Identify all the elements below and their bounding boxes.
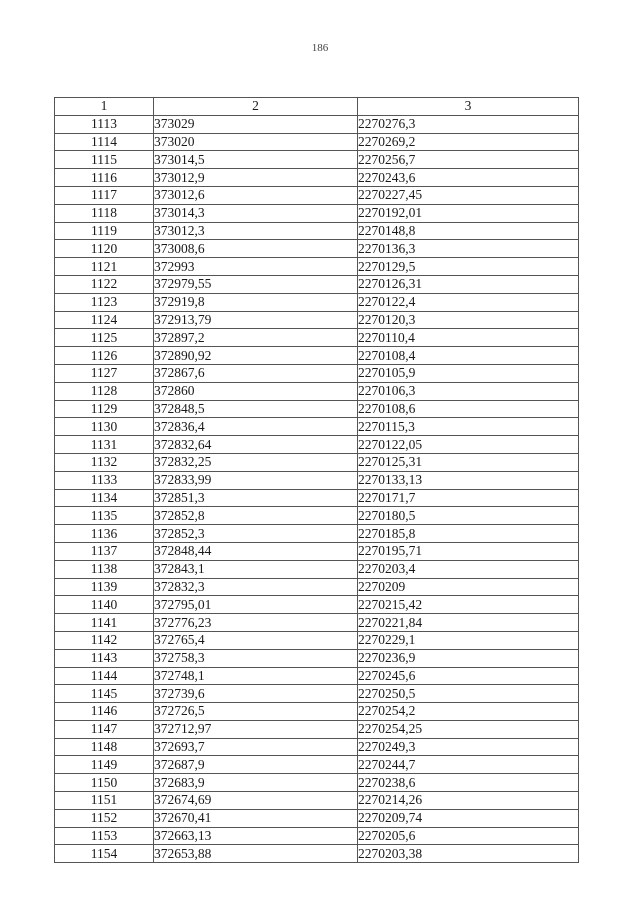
x-coordinate-cell: 372726,5 <box>154 703 358 721</box>
point-number-cell: 1152 <box>55 809 154 827</box>
point-number-cell: 1126 <box>55 347 154 365</box>
y-coordinate-cell: 2270229,1 <box>358 631 579 649</box>
point-number-cell: 1147 <box>55 720 154 738</box>
table-row <box>55 222 579 240</box>
y-coordinate-cell: 2270205,6 <box>358 827 579 845</box>
table-row <box>55 258 579 276</box>
table-header-row <box>55 98 579 116</box>
table-row <box>55 631 579 649</box>
table-row <box>55 347 579 365</box>
x-coordinate-cell: 373014,5 <box>154 151 358 169</box>
table-row <box>55 311 579 329</box>
x-coordinate-cell: 373012,3 <box>154 222 358 240</box>
point-number-cell: 1131 <box>55 436 154 454</box>
point-number-cell: 1117 <box>55 186 154 204</box>
table-row <box>55 204 579 222</box>
point-number-cell: 1145 <box>55 685 154 703</box>
point-number-cell: 1154 <box>55 845 154 863</box>
y-coordinate-cell: 2270125,31 <box>358 453 579 471</box>
y-coordinate-cell: 2270244,7 <box>358 756 579 774</box>
table-row <box>55 809 579 827</box>
point-number-cell: 1130 <box>55 418 154 436</box>
x-coordinate-cell: 372758,3 <box>154 649 358 667</box>
y-coordinate-cell: 2270254,2 <box>358 703 579 721</box>
point-number-cell: 1141 <box>55 614 154 632</box>
x-coordinate-cell: 372852,3 <box>154 525 358 543</box>
x-coordinate-cell: 373012,9 <box>154 169 358 187</box>
y-coordinate-cell: 2270221,84 <box>358 614 579 632</box>
x-coordinate-cell: 372919,8 <box>154 293 358 311</box>
point-number-cell: 1144 <box>55 667 154 685</box>
y-coordinate-cell: 2270236,9 <box>358 649 579 667</box>
point-number-cell: 1118 <box>55 204 154 222</box>
header-col-2: 2 <box>154 98 358 116</box>
page-number: 186 <box>311 42 329 54</box>
point-number-cell: 1151 <box>55 792 154 810</box>
table-row <box>55 827 579 845</box>
x-coordinate-cell: 372890,92 <box>154 347 358 365</box>
point-number-cell: 1119 <box>55 222 154 240</box>
x-coordinate-cell: 372670,41 <box>154 809 358 827</box>
point-number-cell: 1140 <box>55 596 154 614</box>
table-row <box>55 703 579 721</box>
x-coordinate-cell: 372712,97 <box>154 720 358 738</box>
x-coordinate-cell: 373008,6 <box>154 240 358 258</box>
y-coordinate-cell: 2270227,45 <box>358 186 579 204</box>
y-coordinate-cell: 2270195,71 <box>358 542 579 560</box>
table-row <box>55 453 579 471</box>
x-coordinate-cell: 372851,3 <box>154 489 358 507</box>
x-coordinate-cell: 373029 <box>154 115 358 133</box>
point-number-cell: 1121 <box>55 258 154 276</box>
y-coordinate-cell: 2270214,26 <box>358 792 579 810</box>
x-coordinate-cell: 372848,44 <box>154 542 358 560</box>
x-coordinate-cell: 372674,69 <box>154 792 358 810</box>
table-row <box>55 614 579 632</box>
y-coordinate-cell: 2270133,13 <box>358 471 579 489</box>
y-coordinate-cell: 2270245,6 <box>358 667 579 685</box>
table-row <box>55 560 579 578</box>
x-coordinate-cell: 372739,6 <box>154 685 358 703</box>
table-row <box>55 542 579 560</box>
x-coordinate-cell: 372748,1 <box>154 667 358 685</box>
y-coordinate-cell: 2270115,3 <box>358 418 579 436</box>
y-coordinate-cell: 2270180,5 <box>358 507 579 525</box>
table-row <box>55 507 579 525</box>
x-coordinate-cell: 372897,2 <box>154 329 358 347</box>
x-coordinate-cell: 372913,79 <box>154 311 358 329</box>
y-coordinate-cell: 2270148,8 <box>358 222 579 240</box>
table-row <box>55 667 579 685</box>
x-coordinate-cell: 372653,88 <box>154 845 358 863</box>
table-row <box>55 436 579 454</box>
x-coordinate-cell: 372776,23 <box>154 614 358 632</box>
point-number-cell: 1150 <box>55 774 154 792</box>
y-coordinate-cell: 2270122,4 <box>358 293 579 311</box>
x-coordinate-cell: 372860 <box>154 382 358 400</box>
y-coordinate-cell: 2270215,42 <box>358 596 579 614</box>
x-coordinate-cell: 372832,25 <box>154 453 358 471</box>
table-row <box>55 418 579 436</box>
table-row <box>55 329 579 347</box>
point-number-cell: 1148 <box>55 738 154 756</box>
table-row <box>55 382 579 400</box>
point-number-cell: 1134 <box>55 489 154 507</box>
y-coordinate-cell: 2270110,4 <box>358 329 579 347</box>
x-coordinate-cell: 372852,8 <box>154 507 358 525</box>
table-row <box>55 293 579 311</box>
x-coordinate-cell: 373020 <box>154 133 358 151</box>
y-coordinate-cell: 2270203,38 <box>358 845 579 863</box>
y-coordinate-cell: 2270129,5 <box>358 258 579 276</box>
point-number-cell: 1143 <box>55 649 154 667</box>
table-row <box>55 845 579 863</box>
table-row <box>55 151 579 169</box>
point-number-cell: 1114 <box>55 133 154 151</box>
x-coordinate-cell: 372832,3 <box>154 578 358 596</box>
y-coordinate-cell: 2270136,3 <box>358 240 579 258</box>
point-number-cell: 1146 <box>55 703 154 721</box>
y-coordinate-cell: 2270108,6 <box>358 400 579 418</box>
x-coordinate-cell: 372687,9 <box>154 756 358 774</box>
point-number-cell: 1115 <box>55 151 154 169</box>
table-row <box>55 756 579 774</box>
table-row <box>55 400 579 418</box>
x-coordinate-cell: 372832,64 <box>154 436 358 454</box>
point-number-cell: 1127 <box>55 364 154 382</box>
table-row <box>55 133 579 151</box>
y-coordinate-cell: 2270276,3 <box>358 115 579 133</box>
table-row <box>55 489 579 507</box>
point-number-cell: 1153 <box>55 827 154 845</box>
point-number-cell: 1137 <box>55 542 154 560</box>
y-coordinate-cell: 2270243,6 <box>358 169 579 187</box>
table-row <box>55 774 579 792</box>
x-coordinate-cell: 372836,4 <box>154 418 358 436</box>
x-coordinate-cell: 372848,5 <box>154 400 358 418</box>
table-row <box>55 685 579 703</box>
table-row <box>55 240 579 258</box>
point-number-cell: 1132 <box>55 453 154 471</box>
y-coordinate-cell: 2270106,3 <box>358 382 579 400</box>
y-coordinate-cell: 2270238,6 <box>358 774 579 792</box>
point-number-cell: 1138 <box>55 560 154 578</box>
table-row <box>55 169 579 187</box>
table-row <box>55 275 579 293</box>
header-col-1: 1 <box>55 98 154 116</box>
y-coordinate-cell: 2270108,4 <box>358 347 579 365</box>
y-coordinate-cell: 2270105,9 <box>358 364 579 382</box>
y-coordinate-cell: 2270254,25 <box>358 720 579 738</box>
table-row <box>55 578 579 596</box>
y-coordinate-cell: 2270256,7 <box>358 151 579 169</box>
y-coordinate-cell: 2270192,01 <box>358 204 579 222</box>
y-coordinate-cell: 2270209,74 <box>358 809 579 827</box>
x-coordinate-cell: 372867,6 <box>154 364 358 382</box>
table-row <box>55 649 579 667</box>
y-coordinate-cell: 2270122,05 <box>358 436 579 454</box>
point-number-cell: 1136 <box>55 525 154 543</box>
table-row <box>55 186 579 204</box>
coordinates-table <box>54 97 579 863</box>
point-number-cell: 1116 <box>55 169 154 187</box>
table-row <box>55 792 579 810</box>
table-row <box>55 525 579 543</box>
table-row <box>55 738 579 756</box>
y-coordinate-cell: 2270120,3 <box>358 311 579 329</box>
point-number-cell: 1142 <box>55 631 154 649</box>
point-number-cell: 1149 <box>55 756 154 774</box>
point-number-cell: 1128 <box>55 382 154 400</box>
x-coordinate-cell: 373014,3 <box>154 204 358 222</box>
x-coordinate-cell: 372693,7 <box>154 738 358 756</box>
y-coordinate-cell: 2270171,7 <box>358 489 579 507</box>
point-number-cell: 1113 <box>55 115 154 133</box>
point-number-cell: 1139 <box>55 578 154 596</box>
x-coordinate-cell: 372765,4 <box>154 631 358 649</box>
x-coordinate-cell: 372843,1 <box>154 560 358 578</box>
point-number-cell: 1122 <box>55 275 154 293</box>
y-coordinate-cell: 2270185,8 <box>358 525 579 543</box>
point-number-cell: 1135 <box>55 507 154 525</box>
y-coordinate-cell: 2270249,3 <box>358 738 579 756</box>
point-number-cell: 1129 <box>55 400 154 418</box>
point-number-cell: 1120 <box>55 240 154 258</box>
table-row <box>55 364 579 382</box>
x-coordinate-cell: 372833,99 <box>154 471 358 489</box>
x-coordinate-cell: 372663,13 <box>154 827 358 845</box>
y-coordinate-cell: 2270250,5 <box>358 685 579 703</box>
point-number-cell: 1124 <box>55 311 154 329</box>
table-row <box>55 471 579 489</box>
y-coordinate-cell: 2270269,2 <box>358 133 579 151</box>
y-coordinate-cell: 2270126,31 <box>358 275 579 293</box>
x-coordinate-cell: 372683,9 <box>154 774 358 792</box>
table-row <box>55 115 579 133</box>
table-row <box>55 596 579 614</box>
x-coordinate-cell: 372795,01 <box>154 596 358 614</box>
y-coordinate-cell: 2270209 <box>358 578 579 596</box>
table-body <box>55 115 579 862</box>
point-number-cell: 1125 <box>55 329 154 347</box>
x-coordinate-cell: 373012,6 <box>154 186 358 204</box>
x-coordinate-cell: 372993 <box>154 258 358 276</box>
header-col-3: 3 <box>358 98 579 116</box>
point-number-cell: 1133 <box>55 471 154 489</box>
table-row <box>55 720 579 738</box>
y-coordinate-cell: 2270203,4 <box>358 560 579 578</box>
point-number-cell: 1123 <box>55 293 154 311</box>
x-coordinate-cell: 372979,55 <box>154 275 358 293</box>
